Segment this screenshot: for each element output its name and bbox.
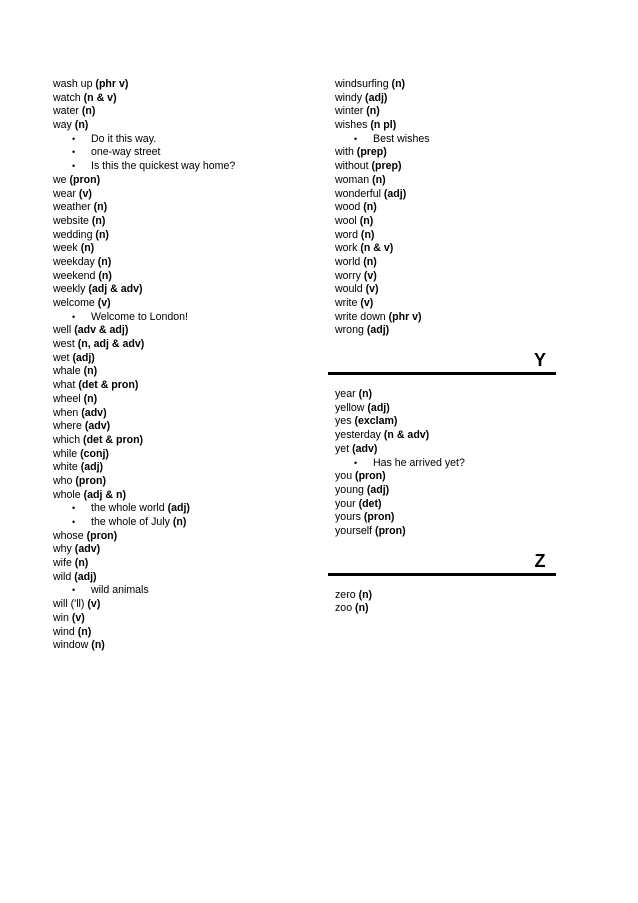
word-entry — [53, 475, 303, 489]
word-entry — [53, 215, 303, 229]
example-text: Welcome to London! — [91, 310, 188, 323]
part-of-speech: (n) — [74, 557, 89, 570]
word-entry — [53, 188, 303, 202]
word-entry — [53, 489, 303, 503]
headword: way — [53, 119, 72, 132]
word-entry — [53, 420, 303, 434]
part-of-speech: (v) — [363, 269, 377, 282]
left-word-column — [53, 78, 303, 653]
bullet-icon: • — [72, 133, 76, 144]
part-of-speech: (det) — [358, 497, 382, 510]
part-of-speech: (det & pron) — [83, 433, 144, 446]
part-of-speech: (adv & adj) — [74, 324, 129, 337]
headword: windsurfing — [335, 78, 389, 90]
section-z — [335, 549, 555, 576]
part-of-speech: (adj & n) — [83, 488, 127, 501]
headword: wishes — [335, 119, 368, 132]
part-of-speech: (adj) — [383, 187, 407, 200]
headword: weekday — [53, 255, 95, 268]
word-entry — [53, 530, 303, 544]
word-entry — [335, 174, 555, 188]
headword: wrong — [335, 324, 364, 337]
word-entry — [335, 402, 555, 416]
bullet-icon: • — [72, 161, 76, 172]
word-entry — [335, 429, 555, 443]
headword: would — [335, 283, 363, 296]
part-of-speech: (n, adj & adv) — [77, 338, 145, 351]
word-entry — [53, 256, 303, 270]
headword: wonderful — [335, 187, 381, 200]
headword: write down — [335, 310, 386, 323]
word-entry — [335, 415, 555, 429]
headword: without — [335, 160, 369, 173]
headword: year — [335, 388, 356, 401]
word-entry — [335, 242, 555, 256]
example-item — [335, 133, 555, 147]
part-of-speech: (n) — [95, 228, 109, 241]
headword: whale — [53, 365, 81, 378]
headword: when — [53, 406, 79, 419]
example-text: one-way street — [91, 146, 161, 159]
part-of-speech: (adv) — [81, 406, 107, 419]
part-of-speech: (n) — [355, 602, 369, 615]
bullet-icon: • — [72, 585, 76, 596]
part-of-speech: (n) — [372, 173, 386, 186]
word-entry — [335, 270, 555, 284]
part-of-speech: (pron) — [355, 470, 386, 483]
headword: worry — [335, 269, 361, 282]
part-of-speech: (pron) — [363, 511, 395, 524]
part-of-speech: (n) — [363, 201, 377, 214]
word-entry — [53, 174, 303, 188]
word-entry — [335, 311, 555, 325]
word-entry — [53, 626, 303, 640]
part-of-speech: (adv) — [352, 442, 378, 455]
word-entry — [53, 612, 303, 626]
part-of-speech: (v) — [78, 187, 92, 200]
word-entry — [53, 283, 303, 297]
part-of-speech: (adj) — [366, 324, 390, 337]
part-of-speech: (pron) — [69, 173, 101, 186]
word-entry — [53, 78, 303, 92]
part-of-speech: (adj) — [72, 351, 95, 364]
headword: water — [53, 105, 79, 118]
right-word-column — [335, 78, 555, 616]
headword: whole — [53, 488, 81, 501]
part-of-speech: (adv) — [74, 543, 101, 556]
word-entry — [335, 160, 555, 174]
bullet-icon: • — [72, 517, 76, 527]
part-of-speech: (adj) — [74, 570, 97, 583]
part-of-speech: (n) — [363, 255, 377, 268]
example-text: Has he arrived yet? — [373, 456, 465, 469]
word-entry — [335, 229, 555, 243]
word-entry — [53, 92, 303, 106]
example-text: the whole world — [91, 502, 165, 515]
example-item — [53, 502, 303, 516]
bullet-icon: • — [354, 457, 358, 468]
word-entry — [53, 543, 303, 557]
part-of-speech: (n & v) — [360, 242, 394, 255]
word-entry — [335, 188, 555, 202]
bullet-icon: • — [72, 503, 76, 514]
example-item — [335, 457, 555, 471]
headword: woman — [335, 173, 370, 186]
part-of-speech: (adj) — [80, 461, 104, 474]
headword: wheel — [53, 392, 81, 405]
headword: zero — [335, 588, 356, 601]
bullet-icon: • — [72, 311, 76, 322]
part-of-speech: (v) — [360, 297, 374, 309]
word-entry — [335, 525, 555, 539]
word-entry — [53, 105, 303, 119]
headword: window — [53, 639, 89, 652]
headword: work — [335, 242, 358, 255]
headword: we — [53, 173, 67, 186]
word-entry — [335, 511, 555, 525]
part-of-speech: (adv) — [84, 420, 111, 433]
part-of-speech: (n) — [83, 365, 98, 378]
part-of-speech: (prep) — [356, 146, 387, 159]
word-entry — [53, 639, 303, 653]
part-of-speech: (pron) — [375, 524, 406, 537]
headword: you — [335, 470, 353, 483]
headword: weather — [53, 201, 91, 214]
headword: weekly — [53, 283, 86, 296]
part-of-speech: (n) — [81, 105, 96, 118]
headword: world — [335, 255, 361, 268]
word-entry — [53, 119, 303, 133]
word-entry — [335, 283, 555, 297]
headword: yes — [335, 415, 352, 428]
headword: word — [335, 228, 358, 241]
headword: yet — [335, 442, 350, 455]
word-entry — [53, 338, 303, 352]
word-entry — [53, 229, 303, 243]
heading-rule-y — [328, 372, 556, 375]
headword: watch — [53, 91, 81, 104]
part-of-speech: (n) — [358, 588, 373, 601]
word-entry — [53, 448, 303, 462]
part-of-speech: (n) — [358, 388, 373, 401]
headword: welcome — [53, 297, 95, 309]
y-word-list — [335, 388, 555, 539]
word-entry — [335, 92, 555, 106]
word-entry — [335, 443, 555, 457]
word-entry — [335, 78, 555, 92]
part-of-speech: (n) — [74, 119, 89, 132]
headword: zoo — [335, 602, 353, 615]
word-entry — [335, 119, 555, 133]
word-entry — [335, 146, 555, 160]
word-entry — [335, 201, 555, 215]
example-text: Do it this way. — [91, 132, 157, 145]
bullet-icon: • — [354, 133, 358, 144]
headword: your — [335, 497, 356, 510]
part-of-speech: (n pl) — [370, 119, 397, 132]
headword: what — [53, 379, 76, 392]
part-of-speech: (phr v) — [95, 78, 129, 90]
bullet-icon: • — [72, 147, 76, 158]
headword: whose — [53, 529, 84, 542]
word-entry — [335, 498, 555, 512]
headword: yourself — [335, 524, 373, 537]
part-of-speech: (n & adv) — [383, 429, 430, 442]
word-entry — [53, 393, 303, 407]
word-entry — [53, 557, 303, 571]
word-entry — [53, 324, 303, 338]
letter-heading-y: Y — [533, 350, 546, 371]
word-entry — [335, 324, 555, 338]
example-text: Best wishes — [373, 132, 430, 145]
part-of-speech: (n) — [91, 639, 105, 652]
heading-rule-z — [328, 573, 556, 576]
part-of-speech: (adj) — [366, 483, 390, 496]
word-entry — [335, 484, 555, 498]
part-of-speech: (v) — [87, 598, 101, 611]
word-entry — [53, 297, 303, 311]
part-of-speech: (n) — [366, 105, 380, 118]
part-of-speech: (phr v) — [388, 310, 422, 323]
part-of-speech: (v) — [71, 611, 85, 624]
part-of-speech: (prep) — [371, 160, 402, 173]
headword: wood — [335, 201, 361, 214]
part-of-speech: (v) — [365, 283, 379, 296]
headword: wind — [53, 625, 75, 638]
headword: winter — [335, 105, 364, 118]
part-of-speech: (n) — [97, 255, 112, 268]
part-of-speech: (n) — [359, 214, 374, 227]
headword: windy — [335, 91, 363, 104]
part-of-speech: (n) — [98, 269, 112, 282]
headword: where — [53, 420, 82, 433]
word-entry — [53, 571, 303, 585]
section-y — [335, 348, 555, 375]
part-of-speech: (det & pron) — [78, 379, 139, 392]
headword: wool — [335, 214, 357, 227]
part-of-speech: (n & v) — [83, 91, 117, 104]
w-word-list — [335, 78, 555, 338]
headword: wild — [53, 570, 72, 583]
headword: website — [53, 214, 89, 227]
word-entry — [53, 365, 303, 379]
example-part-of-speech: (n) — [172, 516, 187, 528]
word-entry — [53, 270, 303, 284]
example-text: the whole of July — [91, 516, 170, 528]
headword: which — [53, 433, 81, 446]
word-entry — [53, 379, 303, 393]
headword: yesterday — [335, 429, 381, 442]
headword: young — [335, 483, 364, 496]
z-word-list — [335, 589, 555, 616]
headword: week — [53, 242, 78, 255]
part-of-speech: (n) — [83, 392, 98, 405]
headword: well — [53, 324, 72, 337]
headword: wash up — [53, 78, 93, 90]
part-of-speech: (n) — [91, 214, 106, 227]
headword: why — [53, 543, 72, 556]
example-item — [53, 516, 303, 530]
word-entry — [53, 407, 303, 421]
headword: while — [53, 447, 78, 460]
part-of-speech: (n) — [77, 625, 92, 638]
headword: yellow — [335, 401, 365, 414]
word-entry — [53, 434, 303, 448]
example-text: Is this the quickest way home? — [91, 160, 236, 173]
word-entry — [335, 589, 555, 603]
headword: with — [335, 146, 354, 159]
word-entry — [335, 297, 555, 311]
word-entry — [335, 602, 555, 616]
letter-heading-z: Z — [534, 550, 546, 571]
word-entry — [53, 598, 303, 612]
example-part-of-speech: (adj) — [167, 502, 190, 515]
word-entry — [53, 242, 303, 256]
part-of-speech: (adj & adv) — [88, 283, 143, 296]
headword: west — [53, 338, 75, 351]
word-entry — [53, 201, 303, 215]
example-item — [53, 146, 303, 160]
example-item — [53, 584, 303, 598]
headword: win — [53, 611, 69, 624]
headword: who — [53, 474, 73, 487]
part-of-speech: (n) — [93, 201, 108, 214]
headword: white — [53, 461, 78, 474]
word-entry — [53, 352, 303, 366]
headword: wife — [53, 557, 72, 570]
part-of-speech: (pron) — [75, 474, 106, 487]
headword: wet — [53, 351, 70, 364]
headword: wedding — [53, 228, 93, 241]
example-item — [53, 311, 303, 325]
headword: will ('ll) — [53, 598, 85, 611]
word-entry — [335, 256, 555, 270]
headword: write — [335, 297, 358, 309]
part-of-speech: (adj) — [365, 91, 388, 104]
word-entry — [335, 470, 555, 484]
word-entry — [335, 388, 555, 402]
word-entry — [335, 105, 555, 119]
part-of-speech: (n) — [391, 78, 406, 90]
part-of-speech: (exclam) — [354, 415, 398, 428]
part-of-speech: (pron) — [86, 529, 118, 542]
part-of-speech: (v) — [97, 297, 111, 309]
word-entry — [53, 461, 303, 475]
part-of-speech: (conj) — [80, 447, 109, 460]
part-of-speech: (adj) — [367, 401, 390, 414]
example-item — [53, 133, 303, 147]
example-text: wild animals — [91, 584, 149, 597]
headword: yours — [335, 511, 361, 524]
part-of-speech: (n) — [80, 242, 95, 255]
headword: weekend — [53, 269, 96, 282]
part-of-speech: (n) — [360, 228, 375, 241]
example-item — [53, 160, 303, 174]
headword: wear — [53, 187, 76, 200]
word-entry — [335, 215, 555, 229]
